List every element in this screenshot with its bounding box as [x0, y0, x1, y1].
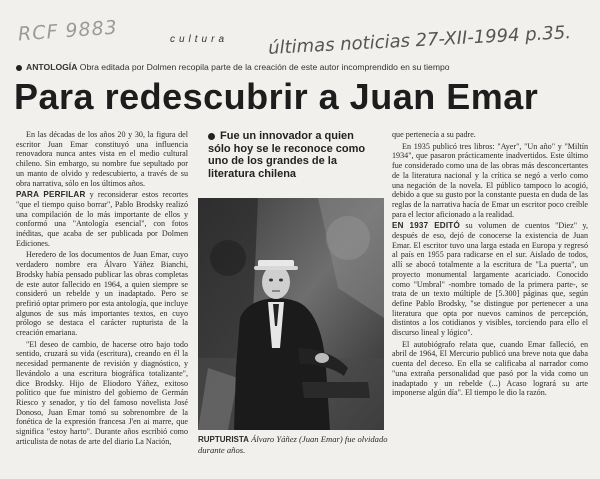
- paragraph: [16, 190, 188, 248]
- article-column-1: [16, 130, 188, 447]
- caption-text: Álvaro Yáñez (Juan Emar) fue olvidado durante años.: [198, 434, 388, 455]
- paragraph-text: y reconsiderar estos recortes "que el tiempo quiso borrar", Pablo Brodsky realizó una compilación de lo más importante de ellos y conformó una "Antología esencial", con fotos inéditas, que acaba de ser publicada por Dolmen Ediciones.: [16, 190, 188, 248]
- paragraph: que pertenecía a su padre.: [392, 130, 476, 139]
- handwritten-source-date: últimas noticias 27-XII-1994 p.35.: [267, 22, 572, 59]
- kicker-line: [16, 62, 590, 72]
- paragraph: Heredero de los documentos de Juan Emar, cuyo verdadero nombre era Álvaro Yáñez Bianchi, Brodsky había pensado publicar las obras completas de este autor fallecido en 1964, a quien siempre se consideró un rebelde y un inadaptado. Pero se prefirió optar primero por esta antología, que incluye algunos de sus más importantes textos, en cuyo prólogo se destaca el carácter rupturista de la creación emariana.: [16, 250, 188, 338]
- portrait-photo: [198, 198, 384, 430]
- kicker-label: ANTOLOGÍA: [26, 62, 78, 72]
- lead-in: PARA PERFILAR: [16, 190, 86, 200]
- paragraph: [392, 221, 588, 337]
- paragraph-text: su volumen de cuentos "Diez" y, después de eso, dejó de conocerse la existencia de Juan Emar. El escritor tuvo una larga estada en Europa y regresó al país en 1955 para radicarse en el sur. Aislado de todos, allí se abocó totalmente a la escritura de "La puerta", un proyecto monumental largamente acariciado. Conocido como "Umbral" -nombre tomado de la primera parte-, se trata de un texto múltiple de [5.300] páginas que, según define Pablo Brodsky, "se distingue por pertenecer a una literatura que opta por nuevos caminos de percepción, distintos a los cotidianos y visibles, torciendo para ello el discurso lineal y lógico".: [392, 221, 589, 338]
- handwritten-reference-code: RCF 9883: [17, 16, 119, 46]
- article-column-3: [392, 130, 588, 398]
- paragraph: "El deseo de cambio, de hacerse otro bajo todo sentido, cruzará su vida (escritura), creando en él la necesidad permanente de revisión y diagnóstico, y llevándolo a una escritura biográfica totalizante", dice Brodsky. Hijo de Eliodoro Yáñez, exitoso político que fue ministro del gobierno de Germán Riesco y senador, y tío del famoso novelista José Donoso, Juan Emar tomó su sobrenombre de la fonética de la expresión francesa J'en ai marre, que significa "estoy harto". Durante años escribió como articulista de notas de arte del diario La Nación,: [16, 339, 188, 446]
- paragraph: El autobiógrafo relata que, cuando Emar falleció, en abril de 1964, El Mercurio publicó una breve nota que daba cuenta del deceso. En ella se calificaba al narrador como "una extraña personalidad que pasó por la vida como un inadaptado y un rebelde (...) Acaso logrará su arte imponerse algún día". El tiempo le dio la razón.: [392, 339, 588, 398]
- paragraph: En 1935 publicó tres libros: "Ayer", "Un año" y "Miltín 1934", que pasaron prácticamente inadvertidos. Este último fue considerado como una de las obras más desconcertantes de la literatura nacional y la crítica se negó a verlo como una negación de la novela. El público tampoco lo acogió, debido a que su gusto por la constante puesta en duda de las reglas de la narrativa hacía de Emar un escritor poco creíble para el lector aficionado a la realidad.: [392, 141, 588, 219]
- pull-quote-text: Fue un innovador a quien sólo hoy se le reconoce como uno de los grandes de la literatura chilena: [208, 130, 366, 180]
- photo-caption: [198, 434, 388, 455]
- kicker-text: Obra editada por Dolmen recopila parte de la creación de este autor incomprendido en su tiempo: [79, 62, 450, 72]
- section-label: cultura: [170, 34, 229, 45]
- portrait-photo-graphic: [198, 198, 384, 430]
- bullet-icon: [208, 133, 215, 140]
- headline: Para redescubrir a Juan Emar: [14, 76, 539, 117]
- lead-in: EN 1937 EDITÓ: [392, 221, 460, 231]
- caption-label: RUPTURISTA: [198, 435, 249, 444]
- pull-quote: [208, 130, 378, 180]
- bullet-icon: [16, 65, 22, 71]
- paragraph: En las décadas de los años 20 y 30, la figura del escritor Juan Emar constituyó una influencia renovadora nunca antes vista en el medio cultural chileno. Sin embargo, su nombre fue sepultado por un manto de olvido y redescubierto, a través de su obra narrativa, sólo en los últimos años.: [16, 130, 188, 188]
